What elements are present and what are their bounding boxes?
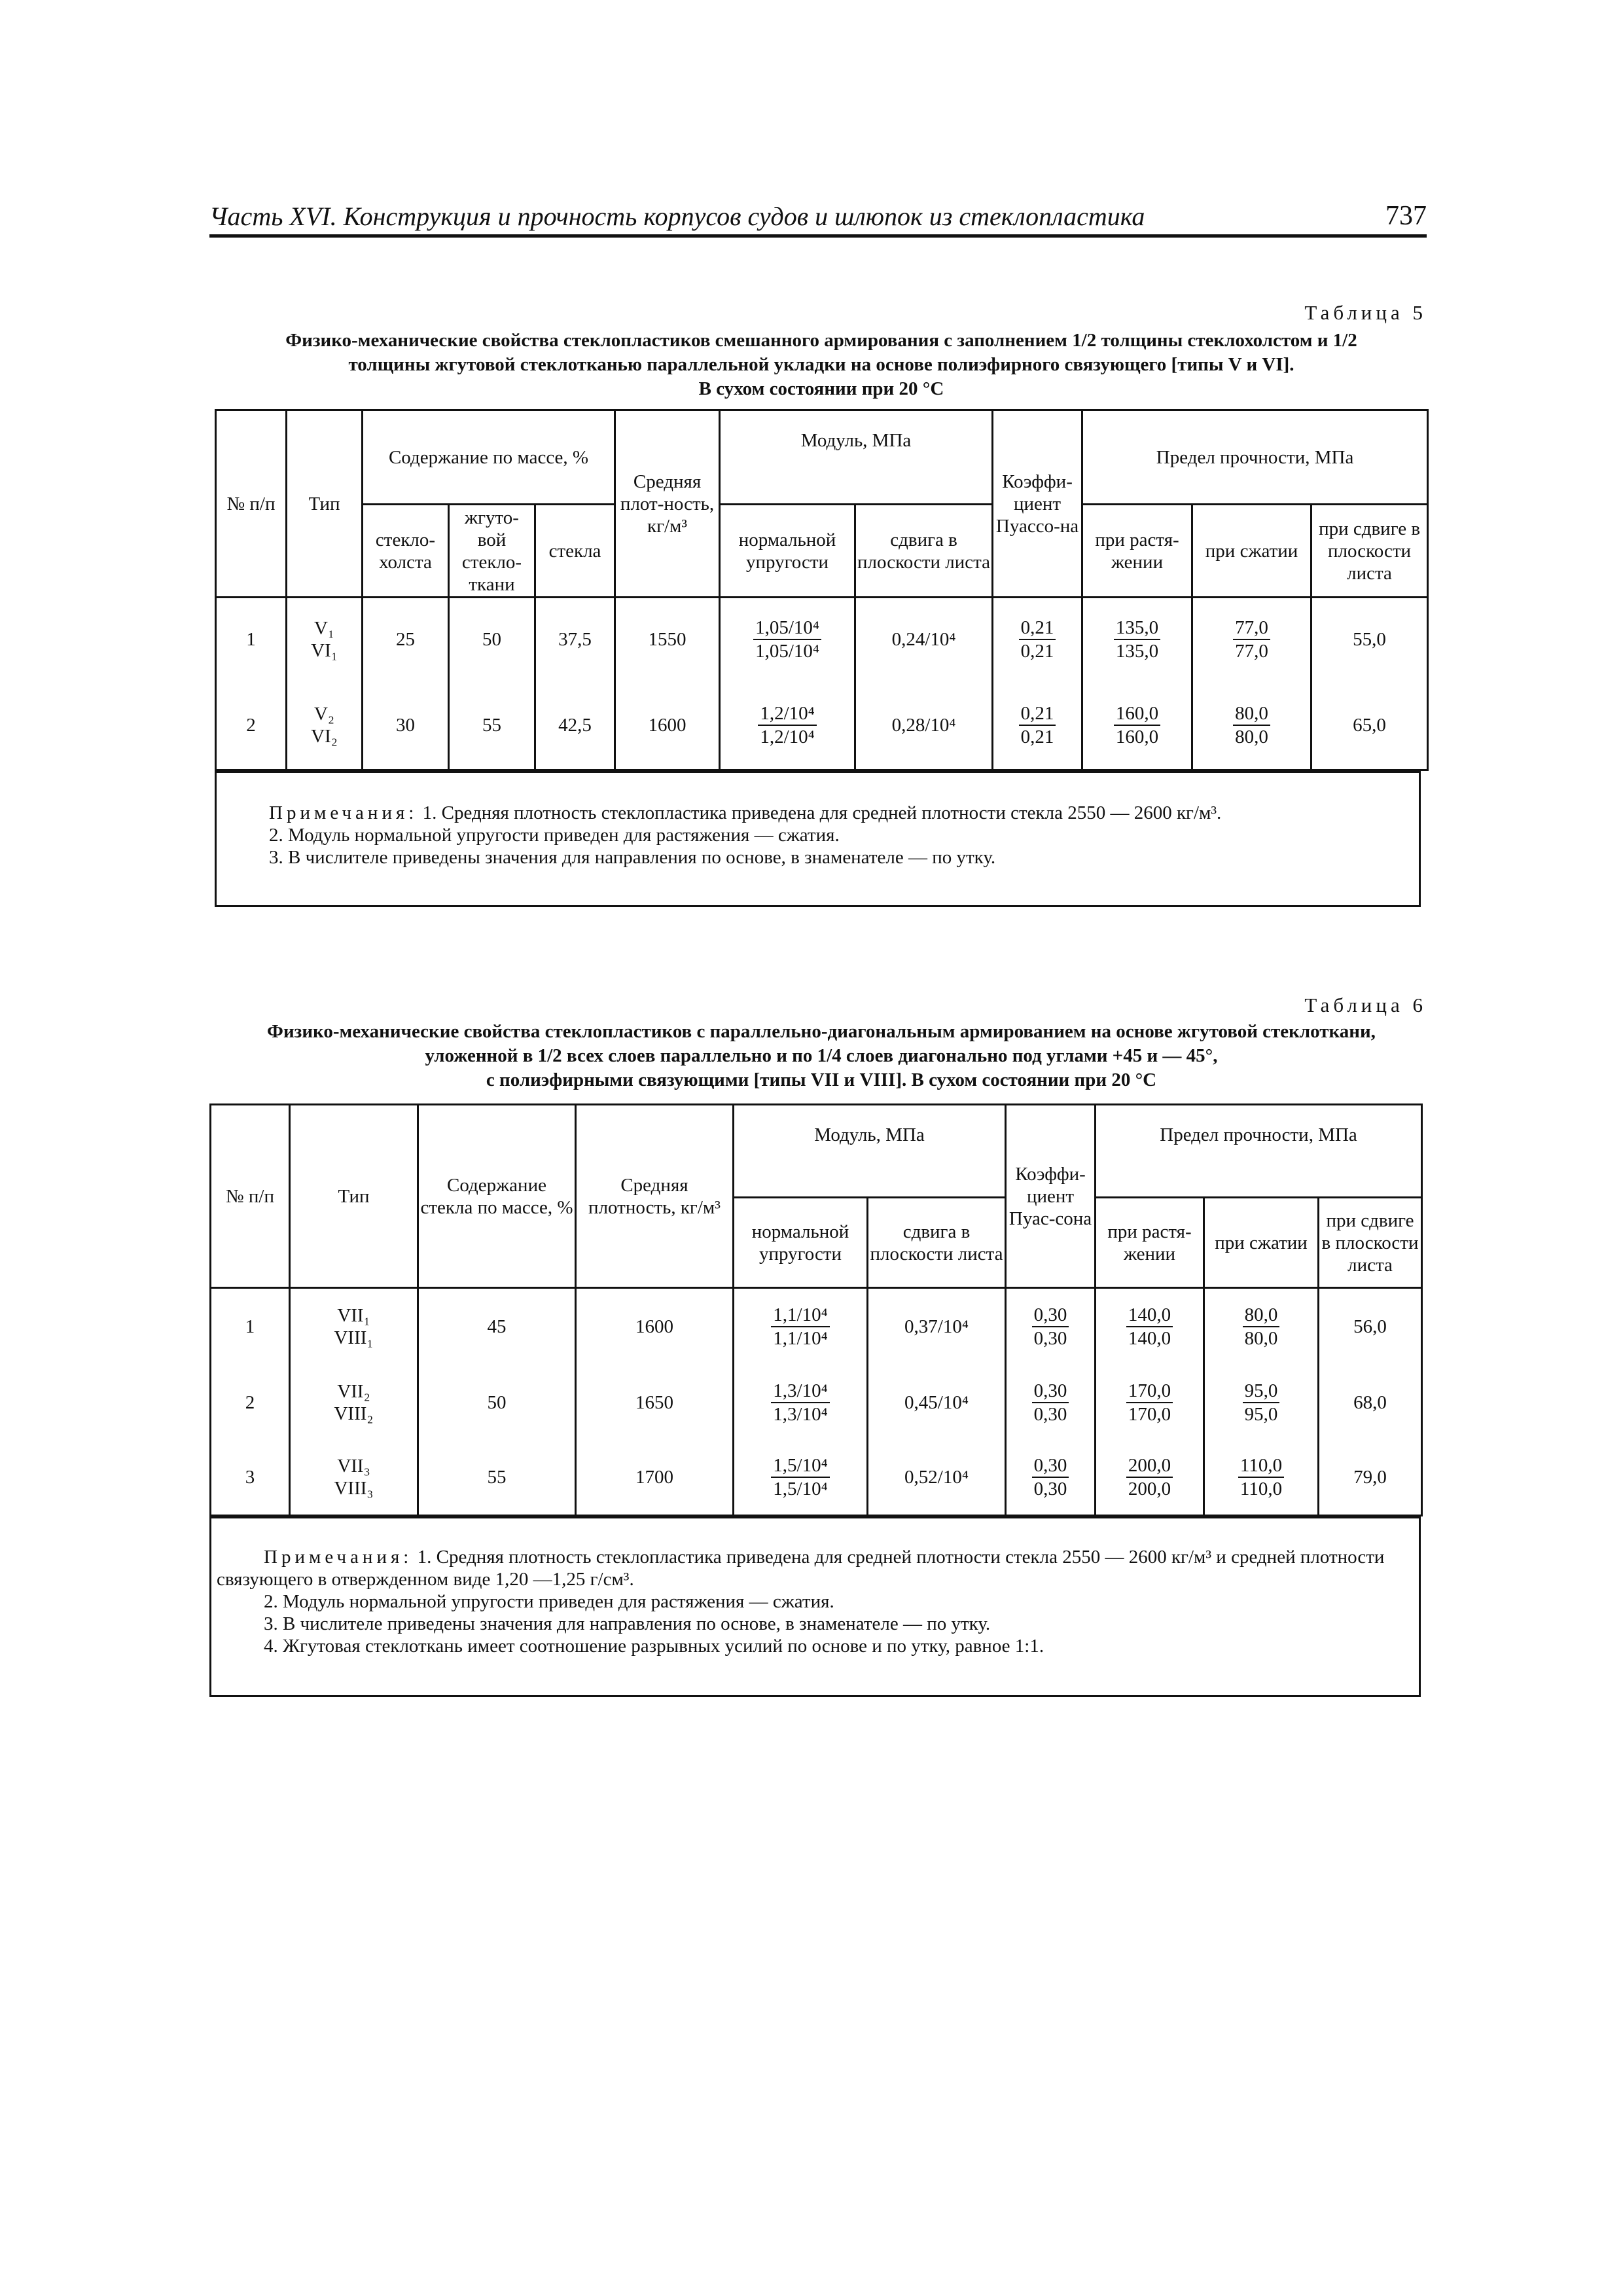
t6-h-modulus-shear: сдвига в плоскости листа	[868, 1198, 1006, 1288]
t5-h-modulus-shear: сдвига в плоскости листа	[855, 505, 993, 598]
cell-num: 1	[216, 598, 287, 681]
cell-strength-shear: 56,0	[1319, 1288, 1422, 1365]
table5-caption-line: В сухом состоянии при 20 °С	[698, 378, 944, 399]
cell-strength-tension: $\frac{160,0}{160,0}$	[1082, 681, 1192, 770]
cell-strength-compression: $\frac{80,0}{80,0}$	[1192, 681, 1311, 770]
table6	[209, 1103, 1423, 1516]
cell-density: 1600	[615, 681, 720, 770]
cell-type: V₁ VI₁	[287, 598, 363, 681]
cell-strength-shear: 65,0	[1311, 681, 1428, 770]
cell-strength-compression: $\frac{77,0}{77,0}$	[1192, 598, 1311, 681]
cell-poisson: $\frac{0,21}{0,21}$	[993, 681, 1082, 770]
cell-strength-compression: $\frac{80,0}{80,0}$	[1204, 1288, 1319, 1365]
table6-caption	[216, 1020, 1427, 1092]
cell-modulus-normal: $\frac{\text{1,3/10⁴}}{\text{1,3/10⁴}}$	[734, 1365, 868, 1440]
t5-h-content-holst: стекло-холста	[363, 505, 449, 598]
cell-strength-shear: 79,0	[1319, 1440, 1422, 1516]
cell-type: VII₂ VIII₂	[290, 1365, 418, 1440]
t5-h-modulus-normal: нормальной упругости	[720, 505, 855, 598]
table6-notes	[209, 1516, 1421, 1697]
cell-density: 1600	[576, 1288, 734, 1365]
t5-h-type: Тип	[287, 410, 363, 598]
t6-h-num: № п/п	[211, 1105, 290, 1288]
table5-caption	[216, 329, 1427, 401]
table-row	[211, 1288, 1422, 1365]
cell-modulus-shear: 0,52/10⁴	[868, 1440, 1006, 1516]
t5-h-strength-compression: при сжатии	[1192, 505, 1311, 598]
table5-caption-line: Физико-механические свойства стеклопластиков смешанного армирования с заполнением 1/2 толщины стеклохолстом и 1/2	[285, 330, 1357, 351]
cell-content-tkan: 55	[449, 681, 535, 770]
cell-density: 1650	[576, 1365, 734, 1440]
cell-strength-tension: $\frac{135,0}{135,0}$	[1082, 598, 1192, 681]
cell-num: 3	[211, 1440, 290, 1516]
cell-density: 1700	[576, 1440, 734, 1516]
cell-content: 45	[418, 1288, 576, 1365]
t6-h-poisson: Коэффи-циент Пуас-сона	[1006, 1105, 1096, 1288]
t6-h-strength-tension: при растя-жении	[1096, 1198, 1204, 1288]
t6-h-strength: Предел прочности, МПа	[1096, 1105, 1422, 1198]
cell-content: 50	[418, 1365, 576, 1440]
t6-h-strength-shear: при сдвиге в плоскости листа	[1319, 1198, 1422, 1288]
table-row	[211, 1365, 1422, 1440]
note-line: 2. Модуль нормальной упругости приведен для растяжения — сжатия.	[269, 825, 840, 846]
cell-content: 55	[418, 1440, 576, 1516]
table5	[215, 409, 1429, 771]
table-row	[216, 598, 1428, 681]
table6-caption-line: с полиэфирными связующими [типы VII и VIII]. В сухом состоянии при 20 °С	[486, 1069, 1157, 1090]
cell-type: VII₁ VIII₁	[290, 1288, 418, 1365]
cell-modulus-shear: 0,45/10⁴	[868, 1365, 1006, 1440]
t6-h-modulus-normal: нормальной упругости	[734, 1198, 868, 1288]
cell-poisson: $\frac{0,30}{0,30}$	[1006, 1288, 1096, 1365]
table-row	[216, 681, 1428, 770]
note-line: 1. Средняя плотность стеклопластика приведена для средней плотности стекла 2550 — 2600 кг/м³.	[422, 802, 1222, 823]
cell-strength-tension: $\frac{170,0}{170,0}$	[1096, 1365, 1204, 1440]
note-line: 4. Жгутовая стеклоткань имеет соотношение разрывных усилий по основе и по утку, равное 1:1.	[264, 1636, 1044, 1657]
cell-poisson: $\frac{0,30}{0,30}$	[1006, 1440, 1096, 1516]
cell-content-glass: 42,5	[535, 681, 615, 770]
table6-caption-line: Физико-механические свойства стеклопластиков с параллельно-диагональным армированием на основе жгутовой стеклоткани,	[267, 1021, 1376, 1042]
running-header	[209, 198, 1427, 238]
t6-h-modulus: Модуль, МПа	[734, 1105, 1006, 1198]
cell-strength-compression: $\frac{110,0}{110,0}$	[1204, 1440, 1319, 1516]
cell-modulus-normal: $\frac{\text{1,1/10⁴}}{\text{1,1/10⁴}}$	[734, 1288, 868, 1365]
cell-strength-shear: 55,0	[1311, 598, 1428, 681]
note-line: 1. Средняя плотность стеклопластика приведена для средней плотности стекла 2550 — 2600 кг/м³ и средней плотности связующего в отвержденном виде 1,20 —1,25 г/см³.	[217, 1547, 1385, 1590]
note-line: 3. В числителе приведены значения для направления по основе, в знаменателе — по утку.	[269, 847, 996, 868]
t6-h-type: Тип	[290, 1105, 418, 1288]
cell-content-tkan: 50	[449, 598, 535, 681]
t5-h-strength-tension: при растя-жении	[1082, 505, 1192, 598]
t5-h-num: № п/п	[216, 410, 287, 598]
t5-h-density: Средняя плот-ность, кг/м³	[615, 410, 720, 598]
note-line: 2. Модуль нормальной упругости приведен для растяжения — сжатия.	[264, 1591, 834, 1612]
cell-modulus-normal: $\frac{\text{1,05/10⁴}}{\text{1,05/10⁴}}$	[720, 598, 855, 681]
cell-strength-compression: $\frac{95,0}{95,0}$	[1204, 1365, 1319, 1440]
cell-poisson: $\frac{0,21}{0,21}$	[993, 598, 1082, 681]
t6-h-strength-compression: при сжатии	[1204, 1198, 1319, 1288]
cell-type: V₂ VI₂	[287, 681, 363, 770]
running-header-title: Часть XVI. Конструкция и прочность корпусов судов и шлюпок из стеклопластика	[209, 202, 1145, 231]
t6-h-content: Содержание стекла по массе, %	[418, 1105, 576, 1288]
cell-content-holst: 30	[363, 681, 449, 770]
t6-h-density: Средняя плотность, кг/м³	[576, 1105, 734, 1288]
table5-caption-line: толщины жгутовой стеклотканью параллельной укладки на основе полиэфирного связующего [типы V и VI].	[348, 354, 1294, 375]
cell-modulus-normal: $\frac{\text{1,5/10⁴}}{\text{1,5/10⁴}}$	[734, 1440, 868, 1516]
table5-label: Таблица 5	[1304, 301, 1427, 324]
cell-strength-tension: $\frac{200,0}{200,0}$	[1096, 1440, 1204, 1516]
cell-type: VII₃ VIII₃	[290, 1440, 418, 1516]
cell-content-glass: 37,5	[535, 598, 615, 681]
table6-caption-line: уложенной в 1/2 всех слоев параллельно и по 1/4 слоев диагонально под углами +45 и — 45°,	[425, 1045, 1218, 1066]
cell-num: 1	[211, 1288, 290, 1365]
cell-modulus-shear: 0,37/10⁴	[868, 1288, 1006, 1365]
t5-h-strength-shear: при сдвиге в плоскости листа	[1311, 505, 1428, 598]
cell-modulus-shear: 0,24/10⁴	[855, 598, 993, 681]
table-row	[211, 1440, 1422, 1516]
t5-h-strength: Предел прочности, МПа	[1082, 410, 1428, 505]
t5-h-poisson: Коэффи-циент Пуассо-на	[993, 410, 1082, 598]
note-line: 3. В числителе приведены значения для направления по основе, в знаменателе — по утку.	[264, 1613, 991, 1634]
cell-strength-shear: 68,0	[1319, 1365, 1422, 1440]
table6-label: Таблица 6	[1304, 994, 1427, 1016]
cell-strength-tension: $\frac{140,0}{140,0}$	[1096, 1288, 1204, 1365]
t5-h-modulus: Модуль, МПа	[720, 410, 993, 505]
t5-h-content-glass: стекла	[535, 505, 615, 598]
cell-poisson: $\frac{0,30}{0,30}$	[1006, 1365, 1096, 1440]
notes-prefix: Примечания:	[264, 1547, 413, 1568]
cell-density: 1550	[615, 598, 720, 681]
cell-modulus-normal: $\frac{\text{1,2/10⁴}}{\text{1,2/10⁴}}$	[720, 681, 855, 770]
page-number: 737	[1385, 201, 1427, 231]
cell-modulus-shear: 0,28/10⁴	[855, 681, 993, 770]
cell-content-holst: 25	[363, 598, 449, 681]
t5-h-content-tkan: жгуто-вой стекло-ткани	[449, 505, 535, 598]
notes-prefix: Примечания:	[269, 802, 418, 823]
t5-h-content: Содержание по массе, %	[363, 410, 615, 505]
cell-num: 2	[216, 681, 287, 770]
table5-notes	[215, 771, 1421, 907]
cell-num: 2	[211, 1365, 290, 1440]
